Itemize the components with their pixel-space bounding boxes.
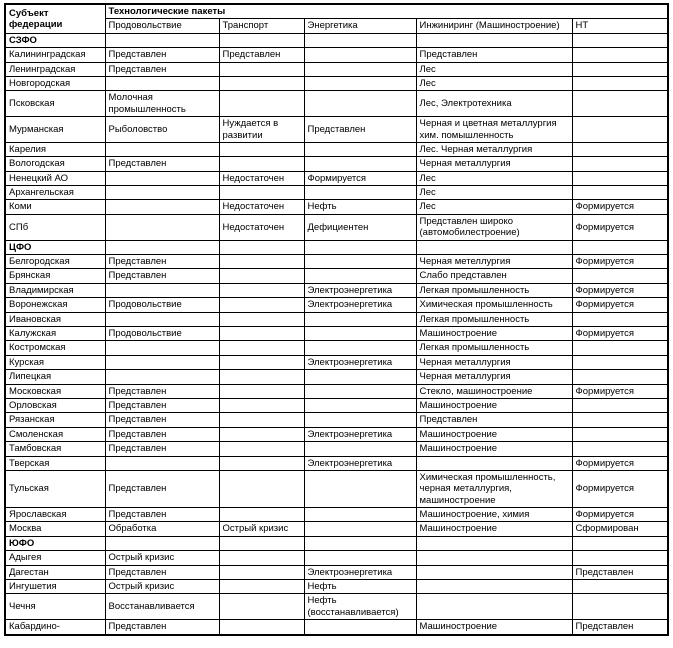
data-cell xyxy=(219,62,304,76)
data-cell: Формируется xyxy=(572,508,668,522)
data-cell xyxy=(572,341,668,355)
header-row-group xyxy=(5,4,668,19)
subcolumn-header: Продовольствие xyxy=(105,19,219,33)
table-row xyxy=(5,200,668,214)
empty-cell xyxy=(416,536,572,550)
data-cell: Представлен xyxy=(416,413,572,427)
table-row xyxy=(5,442,668,456)
region-name-cell: Псковская xyxy=(5,91,105,117)
data-cell: Легкая промышленность xyxy=(416,283,572,297)
data-cell xyxy=(219,370,304,384)
data-cell xyxy=(219,326,304,340)
data-cell: Лес xyxy=(416,200,572,214)
region-name-cell: Орловская xyxy=(5,398,105,412)
empty-cell xyxy=(105,33,219,47)
data-cell xyxy=(105,341,219,355)
region-name-cell: Смоленская xyxy=(5,427,105,441)
data-cell: Представлен xyxy=(304,117,416,143)
data-cell: Представлен xyxy=(105,413,219,427)
data-cell: Представлен xyxy=(105,384,219,398)
empty-cell xyxy=(219,536,304,550)
data-cell: Недостаточен xyxy=(219,200,304,214)
table-row xyxy=(5,312,668,326)
data-cell: Представлен xyxy=(105,255,219,269)
table-row xyxy=(5,48,668,62)
data-cell xyxy=(219,620,304,635)
data-cell xyxy=(304,62,416,76)
data-cell xyxy=(572,91,668,117)
data-cell xyxy=(219,91,304,117)
data-cell: Лес, Электротехника xyxy=(416,91,572,117)
data-cell: Машиностроение xyxy=(416,620,572,635)
data-cell: Лес xyxy=(416,186,572,200)
data-cell xyxy=(219,456,304,470)
data-cell xyxy=(572,413,668,427)
table-row xyxy=(5,620,668,635)
data-cell xyxy=(219,398,304,412)
table-row xyxy=(5,456,668,470)
table-row xyxy=(5,413,668,427)
table-row xyxy=(5,470,668,507)
data-cell xyxy=(219,76,304,90)
table-row xyxy=(5,255,668,269)
data-cell: Обработка xyxy=(105,522,219,536)
table-row xyxy=(5,76,668,90)
region-name-cell: Московская xyxy=(5,384,105,398)
region-name-cell: Москва xyxy=(5,522,105,536)
empty-cell xyxy=(304,240,416,254)
data-cell: Представлен широко (автомобилестроение) xyxy=(416,214,572,240)
data-cell: Машиностроение xyxy=(416,522,572,536)
data-cell xyxy=(219,312,304,326)
region-name-cell: Ивановская xyxy=(5,312,105,326)
data-cell: Электроэнергетика xyxy=(304,355,416,369)
region-name-cell: Калужская xyxy=(5,326,105,340)
data-cell: Представлен xyxy=(105,470,219,507)
data-cell xyxy=(219,269,304,283)
region-name-cell: Костромская xyxy=(5,341,105,355)
region-name-cell: Ингушетия xyxy=(5,580,105,594)
data-cell: Острый кризис xyxy=(105,551,219,565)
data-cell xyxy=(105,456,219,470)
region-name-cell: Владимирская xyxy=(5,283,105,297)
data-cell: Представлен xyxy=(572,620,668,635)
section-label: ЮФО xyxy=(5,536,105,550)
data-cell xyxy=(219,255,304,269)
data-cell: Формируется xyxy=(304,171,416,185)
region-name-cell: Белгородская xyxy=(5,255,105,269)
data-cell: Рыболовство xyxy=(105,117,219,143)
data-cell xyxy=(416,580,572,594)
table-row xyxy=(5,565,668,579)
data-cell xyxy=(572,312,668,326)
data-cell: Машиностроение xyxy=(416,398,572,412)
data-cell: Недостаточен xyxy=(219,171,304,185)
data-cell xyxy=(219,551,304,565)
region-name-cell: Новгородская xyxy=(5,76,105,90)
data-cell xyxy=(105,171,219,185)
data-cell xyxy=(572,171,668,185)
data-cell: Электроэнергетика xyxy=(304,298,416,312)
data-cell: Нефть (восстанавливается) xyxy=(304,594,416,620)
region-name-cell: Тамбовская xyxy=(5,442,105,456)
data-cell: Машиностроение xyxy=(416,326,572,340)
data-cell xyxy=(304,186,416,200)
table-row xyxy=(5,283,668,297)
data-cell xyxy=(219,508,304,522)
table-row xyxy=(5,551,668,565)
col-header-tech-packages: Технологические пакеты xyxy=(105,4,668,19)
region-name-cell: Адыгея xyxy=(5,551,105,565)
data-cell xyxy=(572,269,668,283)
data-cell: Нефть xyxy=(304,580,416,594)
data-cell: Химическая промышленность xyxy=(416,298,572,312)
empty-cell xyxy=(572,33,668,47)
data-cell: Дефициентен xyxy=(304,214,416,240)
data-cell xyxy=(572,580,668,594)
data-cell: Формируется xyxy=(572,326,668,340)
region-name-cell: СПб xyxy=(5,214,105,240)
region-name-cell: Калининградская xyxy=(5,48,105,62)
region-name-cell: Ярославская xyxy=(5,508,105,522)
subcolumn-header: Энергетика xyxy=(304,19,416,33)
data-cell: Представлен xyxy=(105,48,219,62)
data-cell: Электроэнергетика xyxy=(304,283,416,297)
data-cell xyxy=(105,355,219,369)
section-row xyxy=(5,33,668,47)
data-cell xyxy=(219,186,304,200)
data-cell: Машиностроение xyxy=(416,442,572,456)
data-cell: Легкая промышленность xyxy=(416,312,572,326)
data-cell: Восстанавливается xyxy=(105,594,219,620)
data-cell: Продовольствие xyxy=(105,326,219,340)
data-cell xyxy=(219,384,304,398)
data-cell xyxy=(304,142,416,156)
data-cell xyxy=(105,142,219,156)
data-cell xyxy=(219,565,304,579)
data-cell xyxy=(572,355,668,369)
data-cell xyxy=(304,522,416,536)
data-cell: Формируется xyxy=(572,255,668,269)
empty-cell xyxy=(219,33,304,47)
data-cell: Слабо представлен xyxy=(416,269,572,283)
data-cell xyxy=(572,62,668,76)
region-name-cell: Кабардино- xyxy=(5,620,105,635)
data-cell: Электроэнергетика xyxy=(304,456,416,470)
data-cell: Представлен xyxy=(105,398,219,412)
region-name-cell: Карелия xyxy=(5,142,105,156)
data-cell xyxy=(304,370,416,384)
data-cell xyxy=(105,312,219,326)
region-name-cell: Брянская xyxy=(5,269,105,283)
data-cell: Лес xyxy=(416,62,572,76)
data-cell xyxy=(572,551,668,565)
data-cell xyxy=(304,326,416,340)
data-cell xyxy=(572,157,668,171)
data-cell xyxy=(304,157,416,171)
region-name-cell: Воронежская xyxy=(5,298,105,312)
data-cell xyxy=(304,508,416,522)
empty-cell xyxy=(572,536,668,550)
data-cell xyxy=(572,76,668,90)
table-row xyxy=(5,142,668,156)
region-name-cell: Мурманская xyxy=(5,117,105,143)
data-cell: Формируется xyxy=(572,200,668,214)
empty-cell xyxy=(416,240,572,254)
data-cell xyxy=(416,551,572,565)
data-cell: Формируется xyxy=(572,298,668,312)
data-cell: Электроэнергетика xyxy=(304,565,416,579)
table-row xyxy=(5,341,668,355)
region-name-cell: Архангельская xyxy=(5,186,105,200)
empty-cell xyxy=(219,240,304,254)
data-cell xyxy=(304,269,416,283)
table-row xyxy=(5,214,668,240)
data-cell xyxy=(219,413,304,427)
data-cell xyxy=(304,76,416,90)
data-cell: Нефть xyxy=(304,200,416,214)
data-cell xyxy=(416,565,572,579)
table-row xyxy=(5,594,668,620)
table-row xyxy=(5,298,668,312)
data-cell xyxy=(304,398,416,412)
region-name-cell: Рязанская xyxy=(5,413,105,427)
data-cell xyxy=(105,186,219,200)
data-cell xyxy=(105,370,219,384)
subcolumn-header: Транспорт xyxy=(219,19,304,33)
data-cell: Формируется xyxy=(572,214,668,240)
data-cell xyxy=(572,48,668,62)
data-cell: Лес xyxy=(416,76,572,90)
region-name-cell: Дагестан xyxy=(5,565,105,579)
data-cell: Черная и цветная металлургия хим. помышленность xyxy=(416,117,572,143)
table-row xyxy=(5,171,668,185)
data-cell: Представлен xyxy=(105,620,219,635)
table-row xyxy=(5,427,668,441)
data-cell xyxy=(219,470,304,507)
table-row xyxy=(5,355,668,369)
table-row xyxy=(5,91,668,117)
data-cell xyxy=(219,298,304,312)
data-cell: Легкая промышленность xyxy=(416,341,572,355)
data-cell xyxy=(572,186,668,200)
empty-cell xyxy=(304,536,416,550)
data-cell: Сформирован xyxy=(572,522,668,536)
data-cell xyxy=(105,214,219,240)
data-cell xyxy=(304,470,416,507)
data-cell: Представлен xyxy=(105,427,219,441)
data-cell xyxy=(304,255,416,269)
data-cell xyxy=(105,200,219,214)
data-cell: Формируется xyxy=(572,470,668,507)
empty-cell xyxy=(572,240,668,254)
data-cell: Представлен xyxy=(105,442,219,456)
data-cell xyxy=(219,442,304,456)
data-cell: Черная метеллургия xyxy=(416,255,572,269)
table-row xyxy=(5,522,668,536)
data-cell xyxy=(304,341,416,355)
data-cell: Представлен xyxy=(572,565,668,579)
table-row xyxy=(5,117,668,143)
data-cell: Представлен xyxy=(105,269,219,283)
table-row xyxy=(5,384,668,398)
data-cell xyxy=(219,142,304,156)
header-row-subcolumns xyxy=(5,19,668,33)
table-row xyxy=(5,580,668,594)
data-cell xyxy=(572,117,668,143)
table-row xyxy=(5,186,668,200)
data-cell xyxy=(105,76,219,90)
data-cell: Формируется xyxy=(572,384,668,398)
data-cell xyxy=(219,427,304,441)
region-name-cell: Тверская xyxy=(5,456,105,470)
data-cell xyxy=(572,370,668,384)
subcolumn-header: НТ xyxy=(572,19,668,33)
region-name-cell: Курская xyxy=(5,355,105,369)
data-cell xyxy=(572,398,668,412)
section-row xyxy=(5,240,668,254)
data-cell xyxy=(572,427,668,441)
data-cell xyxy=(572,594,668,620)
data-cell xyxy=(304,91,416,117)
section-row xyxy=(5,536,668,550)
data-cell: Лес xyxy=(416,171,572,185)
data-cell xyxy=(219,283,304,297)
data-cell: Представлен xyxy=(105,62,219,76)
data-cell: Машиностроение xyxy=(416,427,572,441)
table-row xyxy=(5,62,668,76)
region-name-cell: Ленинградская xyxy=(5,62,105,76)
data-cell: Представлен xyxy=(416,48,572,62)
data-cell: Молочная промышленность xyxy=(105,91,219,117)
data-cell xyxy=(219,580,304,594)
data-cell: Представлен xyxy=(105,508,219,522)
data-cell xyxy=(304,551,416,565)
data-cell xyxy=(304,48,416,62)
data-cell: Машиностроение, химия xyxy=(416,508,572,522)
data-cell xyxy=(416,456,572,470)
data-cell xyxy=(304,312,416,326)
data-cell: Представлен xyxy=(219,48,304,62)
data-cell: Острый кризис xyxy=(219,522,304,536)
data-cell xyxy=(219,341,304,355)
data-cell: Черная металлургия xyxy=(416,370,572,384)
table-row xyxy=(5,370,668,384)
empty-cell xyxy=(304,33,416,47)
data-cell: Формируется xyxy=(572,456,668,470)
data-cell xyxy=(219,355,304,369)
section-label: ЦФО xyxy=(5,240,105,254)
table-row xyxy=(5,269,668,283)
data-cell: Острый кризис xyxy=(105,580,219,594)
region-name-cell: Тульская xyxy=(5,470,105,507)
data-cell xyxy=(219,594,304,620)
region-name-cell: Липецкая xyxy=(5,370,105,384)
data-cell xyxy=(105,283,219,297)
section-label: СЗФО xyxy=(5,33,105,47)
data-cell xyxy=(572,142,668,156)
data-cell: Черная металлургия xyxy=(416,157,572,171)
table-row xyxy=(5,326,668,340)
data-cell: Электроэнергетика xyxy=(304,427,416,441)
data-cell: Стекло, машиностроение xyxy=(416,384,572,398)
data-cell: Формируется xyxy=(572,283,668,297)
data-cell: Химическая промышленность, черная металлургия, машиностроение xyxy=(416,470,572,507)
data-cell xyxy=(304,442,416,456)
data-cell: Черная металлургия xyxy=(416,355,572,369)
subcolumn-header: Инжиниринг (Машиностроение) xyxy=(416,19,572,33)
region-name-cell: Коми xyxy=(5,200,105,214)
data-cell xyxy=(219,157,304,171)
data-cell xyxy=(304,620,416,635)
table-row xyxy=(5,157,668,171)
empty-cell xyxy=(105,536,219,550)
data-cell: Представлен xyxy=(105,565,219,579)
empty-cell xyxy=(105,240,219,254)
data-cell: Недостаточен xyxy=(219,214,304,240)
data-cell: Представлен xyxy=(105,157,219,171)
col-header-region: Субъект федерации xyxy=(5,4,105,33)
data-cell xyxy=(416,594,572,620)
data-cell: Продовольствие xyxy=(105,298,219,312)
table-row xyxy=(5,508,668,522)
data-cell xyxy=(572,442,668,456)
data-cell: Нуждается в развитии xyxy=(219,117,304,143)
data-cell: Лес. Черная металлургия xyxy=(416,142,572,156)
data-cell xyxy=(304,413,416,427)
region-name-cell: Ненецкий АО xyxy=(5,171,105,185)
empty-cell xyxy=(416,33,572,47)
table-row xyxy=(5,398,668,412)
region-name-cell: Вологодская xyxy=(5,157,105,171)
regions-table xyxy=(4,3,669,636)
region-name-cell: Чечня xyxy=(5,594,105,620)
data-cell xyxy=(304,384,416,398)
